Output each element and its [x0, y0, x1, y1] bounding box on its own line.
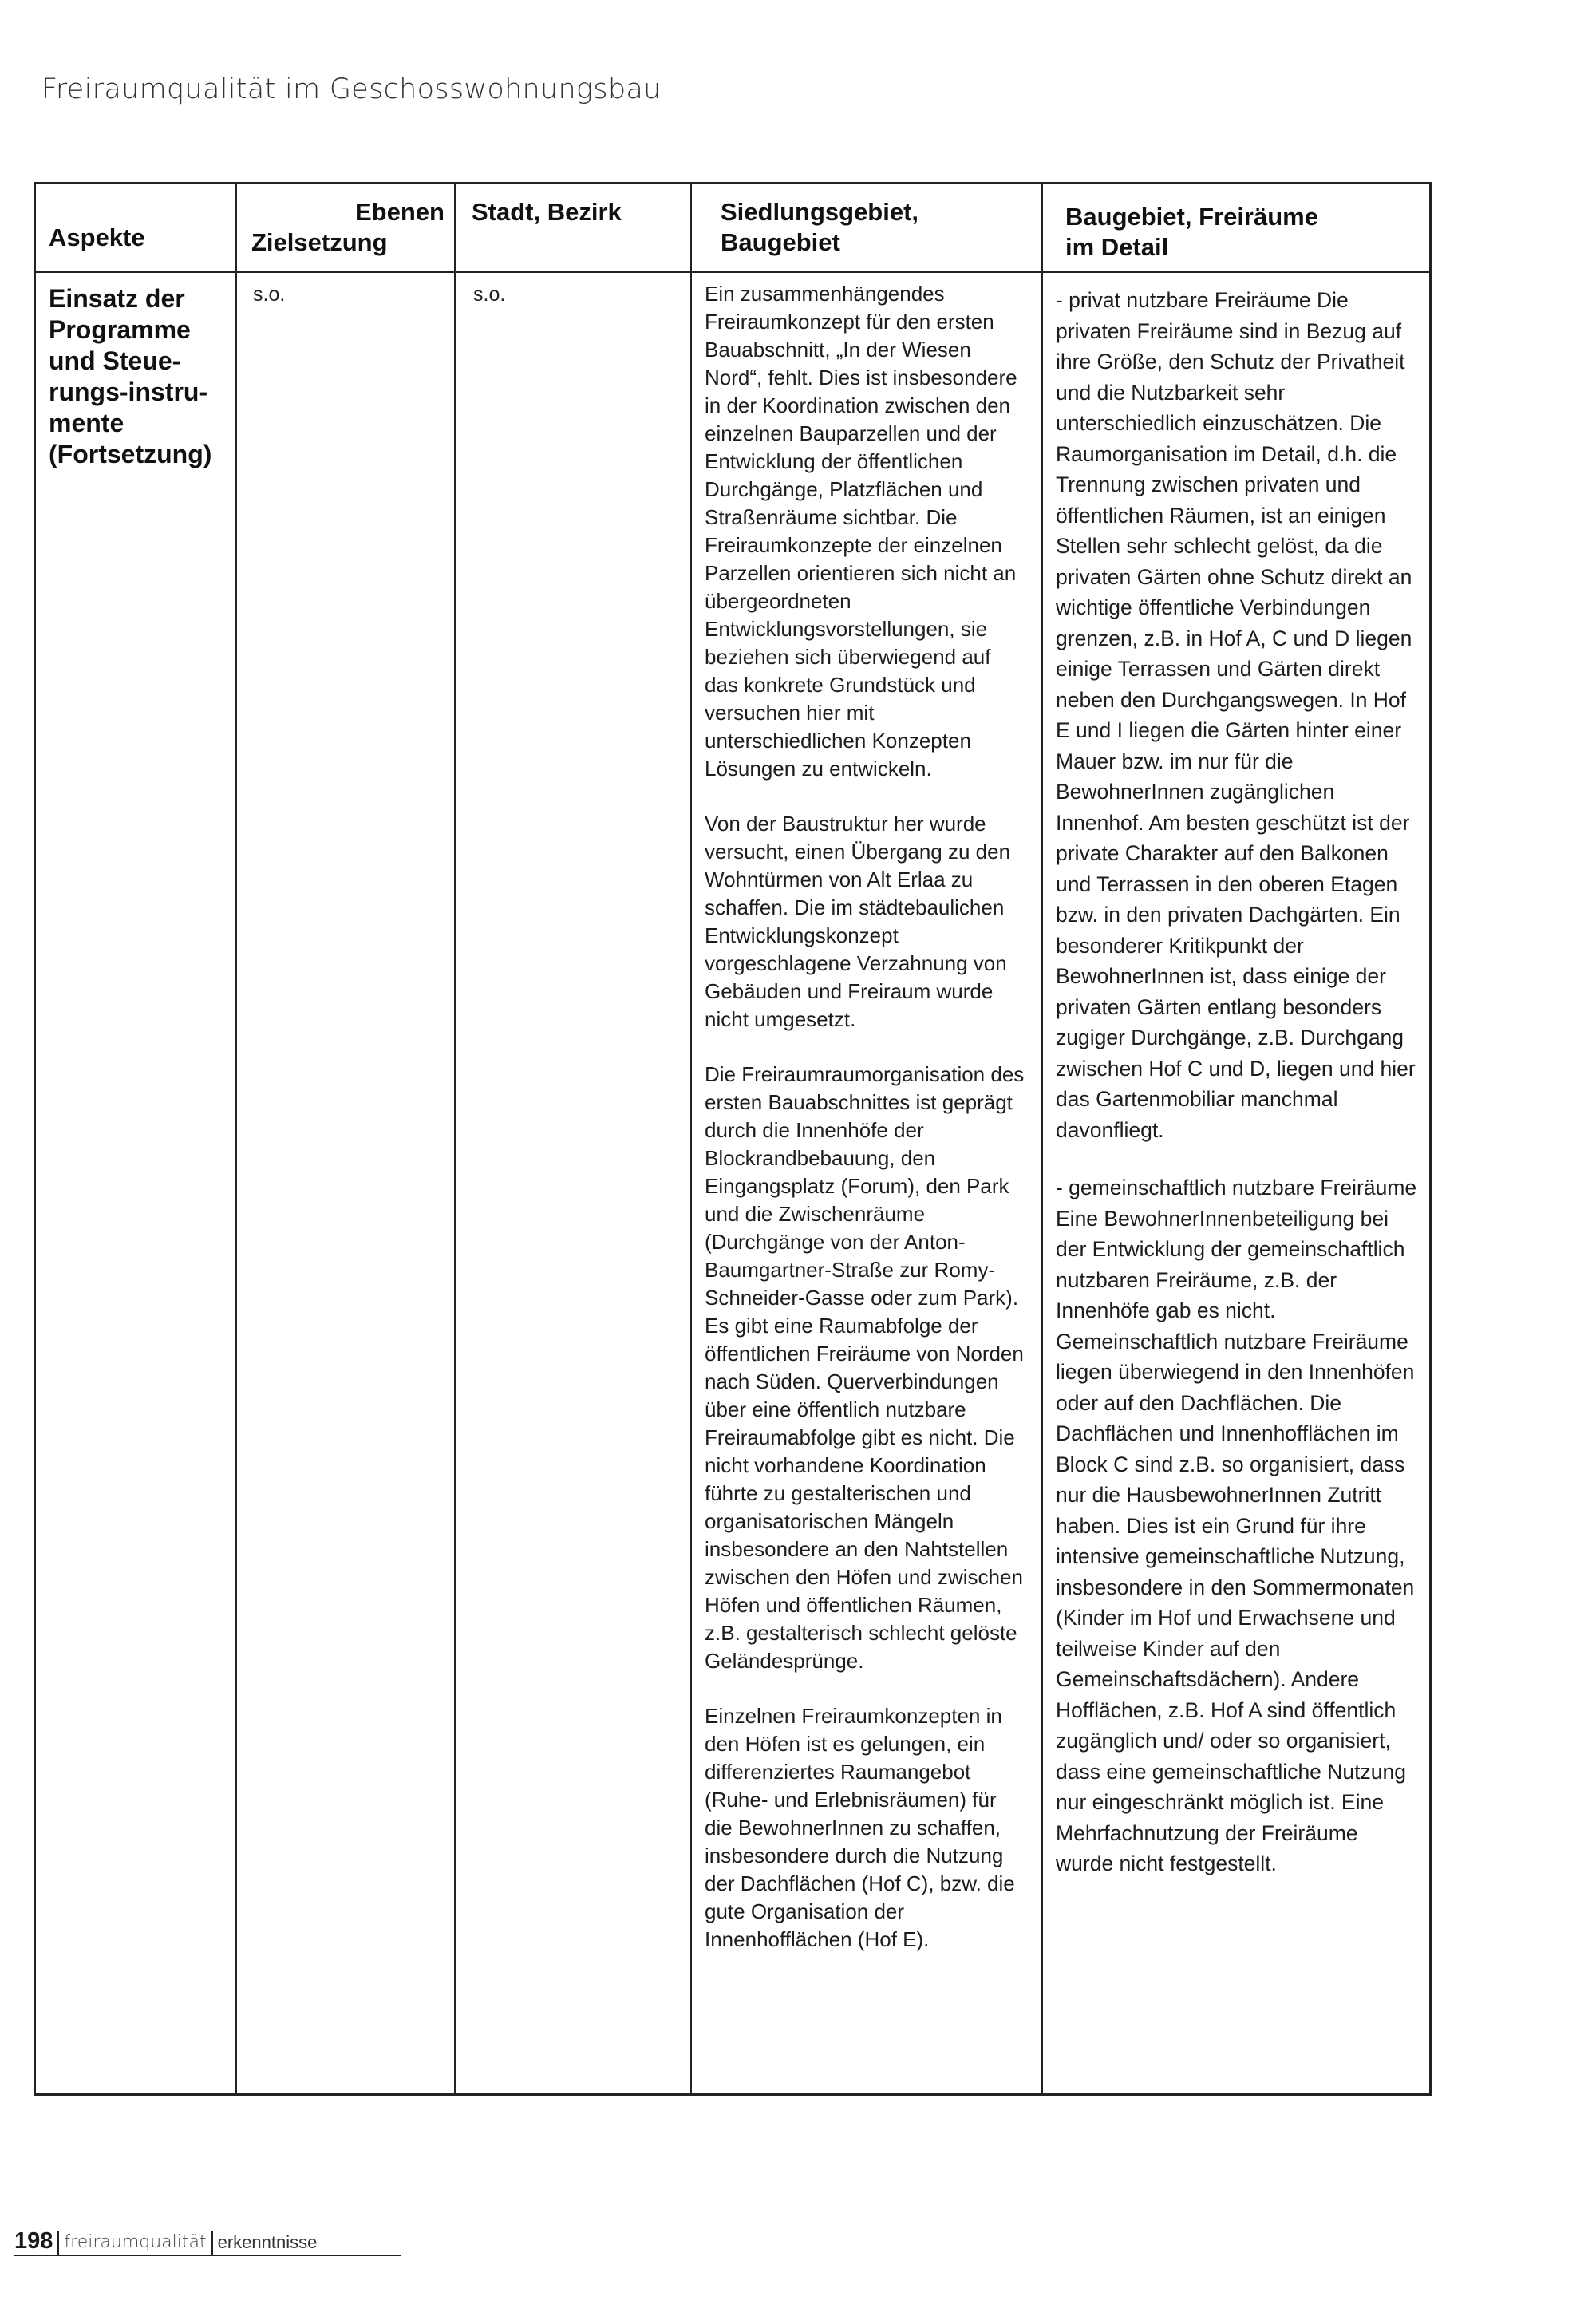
paragraph: Die Freiraumraumorganisation des ersten Bauabschnittes ist geprägt durch die Innenhöfe der Blockrandbebauung, den Eingangsplatz (Forum), den Park und die Zwischenräume (Durchgänge von der Anton-Baumgartner-Straße zur Romy- Schneider-Gasse oder zum Park). Es gibt eine Raumabfolge der öffentlichen Freiräume von Norden nach Süden. Querverbindungen über eine öffentlich nutzbare Freiraumabfolge gibt es nicht. Die nicht vorhandene Koordination führte zu gestalterischen und organisatorischen Mängeln insbesondere an den Nahtstellen zwischen den Höfen und zwischen Höfen und öffentlichen Räumen, z.B. gestalterisch schlecht gelöste Geländesprünge. [705, 1062, 1025, 1673]
header-rule [36, 271, 1429, 273]
footer-section: erkenntnisse [217, 2232, 318, 2252]
header-ebenen: Ebenen [355, 198, 444, 226]
siedlungsgebiet-text [705, 280, 1027, 1954]
column-divider [235, 184, 237, 2093]
header-stadt-bezirk: Stadt, Bezirk [472, 198, 622, 226]
stadt-bezirk-value: s.o. [473, 283, 506, 306]
baugebiet-text [1056, 285, 1421, 1879]
header-baugebiet: Baugebiet, Freiräume im Detail [1065, 203, 1318, 261]
paragraph: Einzelnen Freiraumkonzepten in den Höfen ist es gelungen, ein differenziertes Raumangebot (Ruhe- und Erlebnisräumen) für die BewohnerInnen zu schaffen, insbesondere durch die Nutzung der Dachflächen (Hof C), bzw. die gute Organisation der Innenhofflächen (Hof E). [705, 1704, 1015, 1951]
footer-brand: freiraumqualität [57, 2231, 212, 2255]
row-label-einsatz: Einsatz der Programme und Steue-rungs-instru-mente (Fortsetzung) [49, 284, 212, 468]
header-zielsetzung: Zielsetzung [251, 228, 388, 256]
header-siedlungsgebiet: Siedlungsgebiet, Baugebiet [721, 198, 919, 256]
column-divider [454, 184, 456, 2093]
header-aspekte: Aspekte [49, 223, 145, 251]
paragraph: - gemeinschaftlich nutzbare Freiräume Eine BewohnerInnenbeteiligung bei der Entwicklung der gemeinschaftlich nutzbaren Freiräume, z.B. der Innenhöfe gab es nicht. Gemeinschaftlich nutzbare Freiräume liegen überwiegend in den Innenhöfen oder auf den Dachflächen. Die Dachflächen und Innenhofflächen im Block C sind z.B. so organisiert, dass nur die HausbewohnerInnen Zutritt haben. Dies ist ein Grund für ihre intensive gemeinschaftliche Nutzung, insbesondere in den Sommermonaten (Kinder im Hof und Erwachsene und teilweise Kinder auf den Gemeinschaftsdächern). Andere Hofflächen, z.B. Hof A sind öffentlich zugänglich und/ oder so organisiert, dass eine gemeinschaftliche Nutzung nur eingeschränkt möglich ist. Eine Mehrfachnutzung der Freiräume wurde nicht festgestellt. [1056, 1176, 1417, 1875]
paragraph: - privat nutzbare Freiräume Die privaten Freiräume sind in Bezug auf ihre Größe, den Schutz der Privatheit und die Nutzbarkeit sehr unterschiedlich einzuschätzen. Die Raumorganisation im Detail, d.h. die Trennung zwischen privaten und öffentlichen Räumen, ist an einigen Stellen sehr schlecht gelöst, da die privaten Gärten ohne Schutz direkt an wichtige öffentliche Verbindungen grenzen, z.B. in Hof A, C und D liegen einige Terrassen und Gärten direkt neben den Durchgangswegen. In Hof E und I liegen die Gärten hinter einer Mauer bzw. im nur für die BewohnerInnen zugänglichen Innenhof. Am besten geschützt ist der private Charakter auf den Balkonen und Terrassen in den oberen Etagen bzw. in den privaten Dachgärten. Ein besonderer Kritikpunkt der BewohnerInnen ist, dass einige der privaten Gärten entlang besonders zugiger Durchgänge, z.B. Durchgang zwischen Hof C und D, liegen und hier das Gartenmobiliar manchmal davonfliegt. [1056, 288, 1416, 1142]
paragraph: Ein zusammenhängendes Freiraumkonzept für den ersten Bauabschnitt, „In der Wiesen Nord“, fehlt. Dies ist insbesondere in der Koordination zwischen den einzelnen Bauparzellen und der Entwicklung der öffentlichen Durchgänge, Platzflächen und Straßenräume sichtbar. Die Freiraumkonzepte der einzelnen Parzellen orientieren sich nicht an übergeordneten Entwicklungsvorstellungen, sie beziehen sich überwiegend auf das konkrete Grundstück und versuchen hier mit unterschiedlichen Konzepten Lösungen zu entwickeln. [705, 282, 1017, 781]
column-divider [1041, 184, 1043, 2093]
zielsetzung-value: s.o. [253, 283, 286, 306]
paragraph: Von der Baustruktur her wurde versucht, einen Übergang zu den Wohntürmen von Alt Erlaa zu schaffen. Die im städtebaulichen Entwicklungskonzept vorgeschlagene Verzahnung von Gebäuden und Freiraum wurde nicht umgesetzt. [705, 812, 1011, 1031]
findings-table [34, 182, 1432, 2096]
running-header: Freiraumqualität im Geschosswohnungsbau [41, 73, 662, 105]
page-footer [14, 2223, 401, 2256]
page-number: 198 [14, 2228, 53, 2254]
column-divider [690, 184, 692, 2093]
